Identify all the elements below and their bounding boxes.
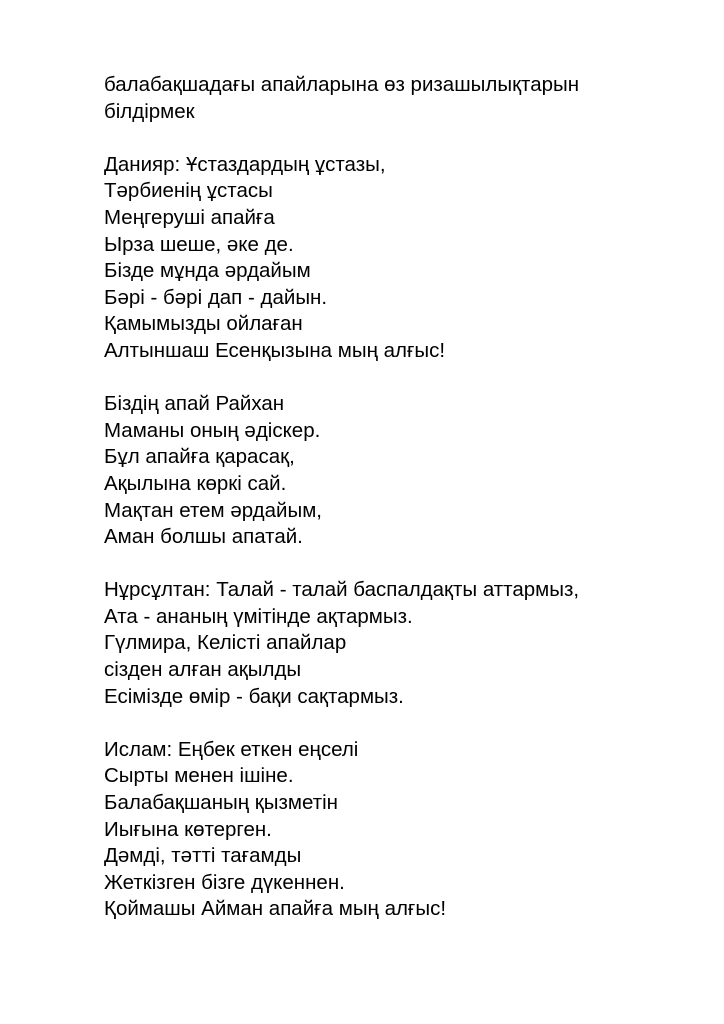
verse-line: Қамымызды ойлаған (104, 312, 303, 336)
verse-line: Ислам: Еңбек еткен еңселі (104, 737, 359, 761)
stanza-nursultan (104, 577, 704, 710)
stanza-gap (104, 365, 704, 392)
stanza-islam (104, 737, 704, 923)
verse-line: Алтыншаш Есенқызына мың алғыс! (104, 338, 446, 362)
verse-line: Есімізде өмір - бақи сақтармыз. (104, 684, 404, 708)
verse-line: Бізде мұнда әрдайым (104, 259, 311, 283)
verse-line: сізден алған ақылды (104, 658, 302, 682)
stanza-gap (104, 710, 704, 737)
verse-line: Данияр: Ұстаздардың ұстазы, (104, 152, 386, 176)
verse-line: Жеткізген бізге дүкеннен. (104, 870, 345, 894)
verse-line: Маманы оның әдіскер. (104, 418, 321, 442)
stanza-gap (104, 551, 704, 578)
verse-line: Бәрі - бәрі дап - дайын. (104, 285, 328, 309)
verse-line: Біздің апай Райхан (104, 392, 285, 416)
verse-line: Аман болшы апатай. (104, 525, 303, 549)
verse-line: Дәмді, тәтті тағамды (104, 844, 302, 868)
verse-line: Иығына көтерген. (104, 817, 272, 841)
intro-line: балабақшадағы апайларына өз ризашылықтарын (104, 73, 580, 96)
verse-line: Қоймашы Айман апайға мың алғыс! (104, 897, 447, 921)
stanza-raikhan (104, 391, 704, 551)
verse-line: Мақтан етем әрдайым, (104, 498, 322, 522)
verse-line: Нұрсұлтан: Талай - талай баспалдақты аттармыз, (104, 578, 580, 602)
poem-text (104, 72, 704, 923)
verse-line: Ата - ананың үмітінде ақтармыз. (104, 604, 413, 628)
intro-line: білдірмек (104, 99, 195, 123)
verse-line: Тәрбиенің ұстасы (104, 179, 273, 203)
verse-line: Меңгеруші апайға (104, 205, 275, 229)
verse-line: Балабақшаның қызметін (104, 791, 338, 815)
stanza-daniyar (104, 152, 704, 365)
verse-line: Ақылына көркі сай. (104, 471, 287, 495)
stanza-gap (104, 125, 704, 152)
verse-line: Бұл апайға қарасақ, (104, 445, 295, 469)
verse-line: Ырза шеше, әке де. (104, 232, 294, 256)
intro-paragraph (104, 72, 704, 125)
verse-line: Гүлмира, Келісті апайлар (104, 631, 347, 655)
verse-line: Сырты менен ішіне. (104, 764, 294, 788)
